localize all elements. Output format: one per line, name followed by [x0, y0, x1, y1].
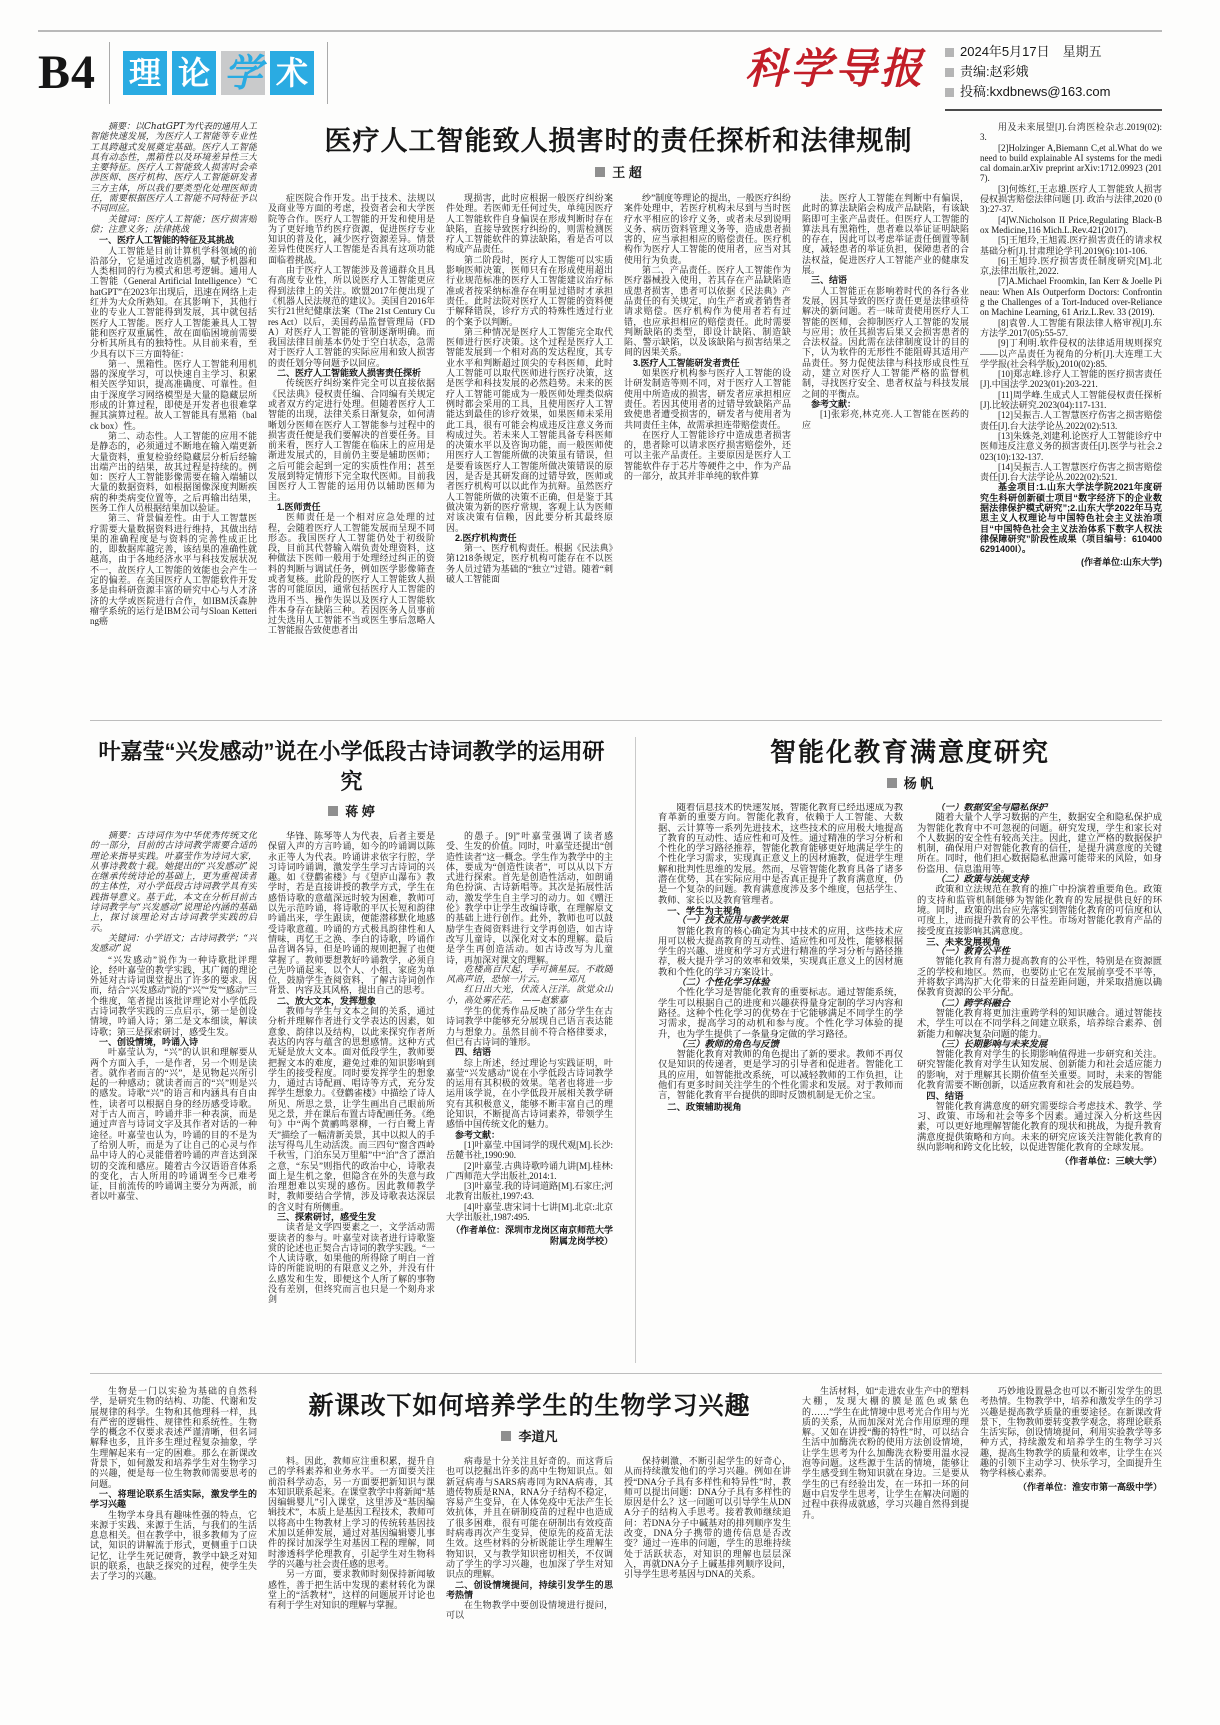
logo-char-shu: 术	[270, 51, 314, 95]
paragraph: 料。因此，教师应注重积累，提升自己的学科素养和业务水平。一方面要关注前沿科学动态，另一方面要把新知识与课本知识联系起来。在课堂教学中将新闻“基因编辑婴儿”引入课堂，这里涉及“基因编辑技术”，本质上是基因工程技术，教师可以将高中生物教材上学习的传统转基因技术加以延伸发展，通过对基因编辑婴儿事件的探讨加深学生对基因工程的理解，同时渗透科学伦理教育，引起学生对生物科学的兴趣与社会责任感的思考。	[268, 1456, 435, 1569]
article-4-body-columns	[268, 1456, 791, 1725]
submit-row	[945, 82, 1160, 102]
paragraph: 四、结语	[926, 1091, 964, 1102]
paragraph: 三、未来发展视角	[926, 936, 1001, 947]
paragraph: 智能化教育将更加注重跨学科的知识融合。通过智能技术，学生可以在不同学科之间建立联系，培养综合素养、创新能力和解决复杂问题的能力。	[917, 1008, 1162, 1040]
paragraph: 教师与学生与文本之间的关系，通过分析并理解作者进行文学表达的因素，如意象、韵律以及结构，以此来探究作者所表达的内容与蕴含的思想感情。这种方式无疑是放大文本。面对低段学生，教师要把握文本的难度，避免过难的知识影响到学生的接受程度。同时要发挥学生的想象力，通过古诗配画、唱诗等方式，充分发挥学生想象力。《登鹳雀楼》中描绘了诗人所见、所思之景，让学生画出自己眼前所见之景，并在课后布置古诗配画任务。《绝句》中“两个黄鹂鸣翠柳，一行白鹭上青天”描绘了一幅清新美景，其中以拟人的手法写得鸟儿生动活泼。而三四句“窗含西岭千秋雪，门泊东吴万里船”中“泊”含了漂泊之意，“东吴”则指代的政治中心，诗歌表面上是生机之象，但隐含在外的失意与政治理想难以实现的感伤。因此教师教学时，教师要结合学情，涉及诗歌表达深层的含义时有所侧重。	[268, 1006, 435, 1212]
article-biology-interest	[90, 1386, 1162, 1725]
paragraph: 第一、黑箱性。医疗人工智能利用机器的深度学习，可以快速自主学习、积累相关医学知识，提高准确度、可靠性。但由于深度学习网络模型是大量的隐藏层所形成的计算过程，即使是开发者也很难掌握其演算过程。故人工智能具有黑箱（balck box）性。	[90, 358, 257, 431]
article-1-title: 医疗人工智能致人损害时的责任探析和法律规制	[324, 126, 913, 156]
article-1-byline	[268, 162, 969, 181]
article-4-main	[268, 1386, 791, 1725]
article-smart-education	[658, 733, 1162, 1363]
paragraph: 摘要：古诗词作为中华优秀传统文化的一部分，目前的古诗词教学需要合适的理论来指导实践。叶嘉莹作为诗词大家，从事诗教数十载。她提出的“兴发感动”说在继承传统诗论的基础上，更为重视读者的主体性，对小学低段古诗词教学具有实践指导意义。基于此，本文在分析目前古诗词教学与“兴发感动”说理论内涵的基础上，探讨该理论对古诗词教学实践的启示。	[90, 831, 257, 934]
paragraph: （作者单位：三峡大学）	[1059, 1156, 1162, 1167]
article-1-author: 王 超	[612, 165, 642, 180]
article-3-byline	[658, 773, 1162, 792]
paragraph: 一、医疗人工智能的特征及其挑战	[99, 235, 235, 246]
vertical-article-divider	[635, 737, 636, 1363]
header-vertical-divider	[109, 42, 110, 104]
article-1-body-columns	[268, 193, 969, 709]
paragraph: 现损害，此时应根据一般医疗纠纷案件处理。若医师无任何过失，单纯因医疗人工智能软件自身偏误在形成判断时存在缺陷，直接导致医疗纠纷的，则需检测医疗人工智能软件的算法缺陷，看是否可以构成产品责任。	[446, 193, 613, 255]
paragraph: 二、创设情境提问，持续引发学生的思考热情	[446, 1579, 613, 1600]
paragraph: 智能化教育满意度的研究需要综合考虑技术、教学、学习、政策、市场和社会等多个因素。通过深入分析这些因素，可以更好地理解智能化教育的现状和挑战，为提升教育满意度提供策略和方向。未来的研究应该关注智能化教育的纵向影响和跨文化比较，以促进智能化教育的全球发展。	[917, 1101, 1162, 1153]
article-3-author: 杨 帆	[903, 776, 934, 791]
article-2-title: 叶嘉莹“兴发感动”说在小学低段古诗词教学的运用研究	[98, 739, 605, 794]
column	[90, 1386, 257, 1725]
paragraph: [11]周学峰.生成式人工智能侵权责任探析[J].比较法研究.2023(04):117-131.	[980, 389, 1162, 411]
paragraph: [4]叶嘉莹.唐宋词十七讲[M].北京:北京大学出版社,1987:495.	[446, 1201, 613, 1222]
paragraph: 在生物教学中要创设情境进行提问，可以	[446, 1600, 613, 1621]
paragraph: 智能化教育的核心确定为其中技术的应用，这些技术应用可以极大提高教育的互动性、适应性和可及性，能够根据学生的兴趣、进度和学习方式进行精准的学习分析与路径推荐，极大提升学习的效率和效果，实现真正意义上的因材施教和个性化的学习方案设计。	[658, 926, 903, 978]
paragraph: 参考文献：	[455, 1129, 501, 1140]
paragraph: 用及未来展望[J].台湾医检杂志.2019(02):3.	[980, 122, 1162, 143]
paragraph: （三）教师的角色与反馈	[676, 1038, 779, 1050]
paragraph: 危楼高百尺起，手可摘星辰。不敢随风高声语，恐惊一片云。 ——邓凡	[446, 964, 613, 986]
column	[446, 831, 613, 1363]
paragraph: [3]叶嘉莹.我的诗词道路[M].石家庄;河北教育出版社,1997:43.	[446, 1181, 613, 1202]
paragraph: 生物是一门以实验为基础的自然科学，是研究生物的结构、功能、代谢和发展规律的科学。生物和其他理科一样，具有严密的逻辑性、规律性和系统性。生物学的概念不仅要求表述严谨清晰，但名词解释也多，且许多生理过程复杂抽象，学生理解起来有一定的困难。那么在新课改背景下，如何激发和培养学生对生物学习的兴趣，便是每一位生物教师需要思考的问题。	[90, 1386, 257, 1489]
paragraph: 四、结语	[455, 1047, 492, 1058]
paragraph: 智能化教育有潜力提高教育的公平性，特别是在资源匮乏的学校和地区。然而，也要防止它在发展前享受不平等，并将数字鸿沟扩大化带来的日益差距问题，并采取措施以确保教育资源的公平分配。	[917, 957, 1162, 999]
paragraph: 医师责任是一个相对应急处理的过程，会随着医疗人工智能发展而呈现不同形态。我国医疗人工智能仍处于初级阶段，目前其代替输入端负责处理资料，这种做法下医师一般用于处理经过纠正的资料的判断与调试任务，例如医学影像筛查或者复核。此阶段的医疗人工智能致人损害的可能原因，通常包括医疗人工智能的选用不当、操作失误以及医疗人工智能软件本身存在缺陷三种。若因医务人员事前过失选用人工智能不当或医生事后忽略人工智能报告致使患者出	[268, 512, 435, 636]
article-medical-ai	[90, 122, 1162, 710]
paragraph: 参考文献：	[811, 398, 857, 409]
paragraph: 如果医疗机构参与医疗人工智能的设计研发制造等则不同，对于医疗人工智能使用中所造成的损害，研发者应承担相应责任。若因其使用者的过错导致缺陷产品致使患者遭受损害的，研发者与使用者为共同责任主体，故需承担连带赔偿责任。	[624, 368, 791, 430]
paragraph: 随着大量个人学习数据的产生，数据安全和隐私保护成为智能化教育中不可忽视的问题。研究发现，学生和家长对个人数据的安全性有较高关注。因此，建立严格的数据保护机制，确保用户对智能化教育的信任，是提升满意度的关键所在。同时，他们担心数据隐私泄露可能带来的风险，如身份盗用、信息滥用等。	[917, 813, 1162, 875]
bullet-square-icon	[945, 48, 954, 57]
paragraph: [1]张彩亮,林克亮.人工智能在医药的应	[802, 409, 969, 430]
editor-line: 责编:赵彩娥	[960, 64, 1029, 79]
paragraph: 政策和立法规范在教育的推广中扮演着重要角色。政策的支持和监管机制能够为智能化教育的发展提供良好的环境。同时，政策的出台应先落实到智能化教育的可信度和认可度上，进而提升教育的公平性。市场对智能化教育产品的接受度直接影响其满意度。	[917, 885, 1162, 937]
paragraph: 随着信息技术的快速发展，智能化教育已经迅速成为教育革新的重要方向。智能化教育，依赖于人工智能、大数据、云计算等一系列先进技术，这些技术的应用极大地提高了教育的互动性、适应性和可及性。通过精准的学习分析和个性化的学习路径推荐，智能化教育能够更好地满足学生的个性化学习需求，实现真正意义上的因材施教，促进学生理解和批判性思维的发展。然而，尽管智能化教育具备了诸多潜在优势，其在实际应用中是否真正提升了教育满意度，仍是一个复杂的问题。教育满意度涉及多个维度，包括学生、教师、家长以及教育管理者。	[658, 803, 903, 906]
paragraph: [5]王旭玲,王旭霞.医疗损害责任的请求权基础分析[J].甘肃理论学刊.2019(6):101-106.	[980, 235, 1162, 256]
paragraph: 传统医疗纠纷案件完全可以直接依据《民法典》侵权责任编、合同编有关规定或者双方约定进行处理。但随着医疗人工智能的出现，法律关系日渐复杂，如何清晰划分医师在医疗人工智能参与过程中的损害责任便是我们要解决的首要任务。目前来看，医疗人工智能在临床上的应用是渐进发展式的，目前仍主要是辅助医师；之后可能会起到一定的实质性作用；甚至发展到特定情形下完全取代医师。目前我国医疗人工智能的运用仍以辅助医师为主。	[268, 378, 435, 502]
logo-char-xue: 学	[221, 51, 265, 95]
column	[446, 193, 613, 709]
header-right	[745, 36, 1162, 111]
paragraph: 读者是文学四要素之一，文学活动需要读者的参与。叶嘉莹对读者进行诗歌鉴赏的论述也正契合古诗词的教学实践。“一个人读诗歌，如果他的所得除了明白一首诗的所能说明的有限意义之外，并没有什么感发和生发，即便这个人所了解的事物没有差别，但终究而言也只是一个刻舟求剑	[268, 1222, 435, 1305]
paragraph: 巧妙地设置悬念也可以不断引发学生的思考热情。生物教学中，培养和激发学生的学习兴趣是提高教学质量的重要途径。在新课改背景下，生物教师要转变教学观念，将理论联系生活实际，创设情境提问，利用实验教学等多种方式，持续激发和培养学生的生物学习兴趣，提高生物教学的质量和效率，让学生在兴趣的引领下主动学习、快乐学习，全面提升生物学科核心素养。	[980, 1386, 1162, 1479]
paragraph: 病毒是十分关注且好奇的。而这背后也可以挖掘出许多的高中生物知识点。如新冠病毒与SARS病毒同为RNA病毒，其遗传物质是RNA，RNA分子结构不稳定，容易产生变异，在人体免疫中无法产生长效抗体，并且在研制疫苗的过程中也造成了很多困难，很有可能在研制出有效疫苗时病毒再次产生变异，使原先的疫苗无法生效。这些材料的分析既能让学生理解生物知识，又与教学知识密切相关，不仅调动了学生的学习兴趣，也加深了学生对知识点的理解。	[446, 1456, 613, 1580]
header-left	[38, 36, 341, 104]
paragraph: [6]王旭玲.医疗损害责任制度研究[M].北京,法律出版社,2022.	[980, 255, 1162, 277]
paragraph: 症医院合作开发。出于技术、法规以及商业等方面的考虑，投资者会和大学医院等合作。医疗人工智能的开发和使用是为了更好地节约医疗资源，促进医疗专业知识的普及化，减少医疗资源差异。情景差异性使医疗人工智能是否具有这项功能面临着挑战。	[268, 193, 435, 265]
paragraph: 二、医疗人工智能致人损害责任探析	[277, 368, 422, 379]
paragraph: 第一、医疗机构责任。根据《民法典》第1218条规定，医疗机构可能存在不以医务人员过错为基础的“独立”过错。随着“刺破人工智能面	[446, 543, 613, 584]
editor-row	[945, 62, 1160, 82]
article-2-byline	[90, 801, 613, 820]
paragraph: 生活材料，如“走进农业生产中的塑料大棚，发现大棚的膜是蓝色或紫色的……”学生在此情境中思考光合作用与光质的关系，从而加深对光合作用原理的理解。又如在讲授“酶的特性”时，可以结合生活中加酶洗衣粉的使用方法创设情境，让学生思考为什么加酶洗衣粉要用温水浸泡等问题。这些源于生活的情境，能够让学生感受到生物知识就在身边。三是要从学生的已有经验出发，在一环扣一环的问题中启发学生思考，让学生在解决问题的过程中获得成就感，学习兴趣自然得到提升。	[802, 1386, 969, 1520]
paragraph: 在医疗人工智能诊疗中造成患者损害的，患者除可以请求医疗损害赔偿外，还可以主张产品责任。主要原因是医疗人工智能软件存于芯片等硬件之中，作为产品的一部分，故其并非单纯的软件算	[624, 429, 791, 482]
paragraph: （一）数据安全与隐私保护	[935, 803, 1048, 813]
paragraph: 二、放大文本，发挥想象	[277, 995, 377, 1006]
article-4-byline	[268, 1426, 791, 1445]
paragraph: 的愚子。[9]”叶嘉莹强调了读者感受、生发的价值。同时，叶嘉莹还提出“创造性读者”这一概念。学生作为教学中的主体，要成为“创造性读者”，可以从以下方式进行探索。首先是创造性活动，如朗诵角色扮演、古诗新唱等。其次是拓展性活动，激发学生自主学习的动力。如《赠汪伦》教学中让学生改编诗歌，在理解原文的基础上进行创作。此外，教师也可以鼓励学生查阅资料进行文学再创造，如古诗改写儿童诗，以深化对文本的理解。最后是学生再创造活动。如古诗改写为儿童诗，再加深对课文的理解。	[446, 831, 613, 965]
paragraph: [1]叶嘉莹.中国词学的现代观[M].长沙:岳麓书社,1990:90.	[446, 1139, 613, 1161]
logo-char-lun: 论	[172, 51, 216, 95]
article-1-main	[268, 122, 969, 710]
paragraph: [8]袁曾.人工智能有限法律人格审视[J].东方法学.2017(05):55-57.	[980, 317, 1162, 338]
paragraph: 法。医疗人工智能在判断中有偏误，此时的算法缺陷会构成产品缺陷，有该缺陷即可主张产品责任。但医疗人工智能的算法具有黑箱性，患者难以举证证明缺陷的存在，因此可以考虑举证责任倒置等制度，减轻患者的举证负担，保障患者的合法权益，促进医疗人工智能产业的健康发展。	[802, 193, 969, 276]
paragraph: 综上所述，经过理论与实践证明，叶嘉莹“兴发感动”说在小学低段古诗词教学的运用有其积极的效果。笔者也将进一步运用该学说，在小学低段开展相关教学研究有其积极意义，能够不断丰富自己的理论知识，不断提高古诗词素养，带领学生感悟中国传统文化的魅力。	[446, 1057, 613, 1130]
article-poetry-teaching	[90, 733, 613, 1363]
article-1-abstract-column	[90, 122, 257, 710]
page-edition: B4	[38, 46, 97, 99]
paragraph: 一、学生为主视角	[667, 905, 742, 916]
column	[980, 1386, 1162, 1725]
paragraph: （二）个性化学习体验	[676, 977, 770, 989]
paragraph: （二）政策与法规支持	[935, 874, 1029, 886]
paragraph: “兴发感动”说作为一种诗歌批评理论，经叶嘉莹的教学实践，其广阔的理论外延对古诗词课堂提出了许多的要求。因而，结合“兴发感动”说的“兴”“发”“感动”三个维度，笔者提出该批评理论对小学低段古诗词教学实践的三点启示，第一是创设情境，吟诵入诗；第二是文本细读，解读诗歌；第三是探索研讨，感受生发。	[90, 954, 257, 1037]
article-4-author: 李道凡	[518, 1429, 558, 1444]
article-3-title: 智能化教育满意度研究	[769, 737, 1050, 767]
paragraph: 人工智能是目前计算机学科领域的前沿部分，它是通过改造机器，赋予机器和人类相同的行为模式和思考逻辑。通用人工智能（General Artificial Intelligence）“ChatGPT”在2023年出现后，迅速在网络上走红并为大众所熟知。在其影响下，其他行业的专业人工智能得到发展，其中就包括医疗人工智能。医疗人工智能兼具人工智能和医疗双重属性，故在面临困境前需要分析其所具有的独特性。从目前来看，至少具有以下三方面特征：	[90, 245, 257, 359]
section-divider	[90, 720, 1162, 721]
paragraph: 由于医疗人工智能涉及普通群众且具有高度专业性，所以说医疗人工智能更应得到法律上的关注。欧盟2017年便出现了《机器人民法规范的建议》。美国自2016年实行21世纪健康法案（The 21st Century Cures Act）以后，美国药品监督管理局（FDA）对医疗人工智能的管制逐渐明确。而我国法律目前基本仍处于空白状态，急需对于医疗人工智能的实际应用和致人损害的责任划分等问题予以回应。	[268, 265, 435, 368]
paragraph: [2]叶嘉莹.古典诗歌吟诵九讲[M].桂林:广西师范大学出版社,2014:1.	[446, 1160, 613, 1181]
paragraph: 2.医疗机构责任	[455, 532, 517, 543]
paragraph: [13]朱姝尧,刘建利.论医疗人工智能诊疗中医师违反注意义务的损害责任[J].医学与社会.2023(10):132-137.	[980, 430, 1162, 462]
paragraph: 智能化教育对学生的长期影响值得进一步研究和关注。研究智能化教育对学生认知发展、创新能力和社会适应能力的影响，对于理解其长期价值至关重要。同时，未来的智能化教育需要不断创新，以适应教育和社会的发展趋势。	[917, 1050, 1162, 1092]
column	[90, 831, 257, 1363]
column	[268, 831, 435, 1363]
paragraph: 3.医疗人工智能研发者责任	[633, 357, 740, 368]
paragraph: [10]郑志峰.诊疗人工智能的医疗损害责任[J].中国法学.2023(01):203-221.	[980, 369, 1162, 390]
masthead: 科学导报	[744, 44, 925, 93]
column	[268, 1456, 435, 1725]
paragraph: [7]A.Michael Froomkin, Ian Kerr & Joelle Pineau: When AIs Outperform Doctors: Confronting the Challenges of a Tort-Induced over-Reliance on Machine Learning, 61 Ariz.L.Rev. 33 (2019).	[980, 276, 1162, 318]
paragraph: [14]吴振吉.人工智慧医疗伤害之损害赔偿责任[J].台大法学论丛.2022(02):521.	[980, 461, 1162, 483]
issue-date: 2024年5月17日 星期五	[960, 44, 1102, 59]
paragraph: 人工智能正在影响着时代的各行各业发展，因其导致的医疗责任更是法律亟待解决的新问题。若一味苛责使用医疗人工智能的医师，会抑制医疗人工智能的发展与应用；放任其损害后果又会损害患者的合法权益。因此需在法律制度设计的目的下，认为软件的无形性不能阻碍其适用产品责任。努力促使法律与科技形成良性互动，建立对医疗人工智能严格的监督机制，寻找医疗安全、患者权益与科技发展之间的平衡点。	[802, 285, 969, 399]
paragraph: 第二、产品责任。医疗人工智能作为医疗器械投入使用，若其存在产品缺陷造成患者损害，患者可以依据《民法典》产品责任的有关规定，向生产者或者销售者请求赔偿。医疗机构作为使用者若有过错，也应承担相应的赔偿责任。此时需要判断缺陷的类型，即设计缺陷、制造缺陷、警示缺陷，以及该缺陷与损害结果之间的因果关系。	[624, 265, 791, 358]
paragraph: （一）教育公平性	[935, 946, 1010, 958]
paragraph: 一、将理论联系生活实际，激发学生的学习兴趣	[90, 1488, 257, 1510]
article-2-author: 蒋 婷	[345, 804, 375, 819]
article-3-body-columns	[658, 803, 1162, 1331]
paragraph: 一、创设情境，吟诵入诗	[99, 1036, 199, 1047]
paragraph: 关键词：小学语文；古诗词教学；“兴发感动”说	[90, 933, 257, 955]
paragraph: 摘要：以ChatGPT为代表的通用人工智能快速发展，为医疗人工智能等专业性工具跨越式发展奠定基础。医疗人工智能具有动态性，黑箱性以及环境差异性三大主要特征。医疗人工智能致人损害时会牵涉医师、医疗机构、医疗人工智能研发者三方主体，所以我们要类型化处理医师责任，需要根据医疗人工智能不同特征予以不同回应。	[90, 122, 257, 215]
article-4-title: 新课改下如何培养学生的生物学习兴趣	[308, 1392, 751, 1420]
paragraph: [2]Holzinger A,Biemann C,et al.What do we need to build explainable AI systems for the medical domain.arXiv preprint arXiv:1712.09923 (2017).	[980, 142, 1162, 184]
bullet-square-icon	[945, 88, 954, 97]
paragraph: 学生的优秀作品反映了部分学生在古诗词教学中能够充分展现自己语言表达能力与想象力。虽然目前不符合格律要求，但已有古诗词的雏形。	[446, 1006, 613, 1047]
article-1-references-column	[980, 122, 1162, 710]
paragraph: [12]吴振吉.人工智慧医疗伤害之损害赔偿责任[J].台大法学论丛.2022(02):513.	[980, 410, 1162, 431]
middle-band	[90, 733, 1162, 1363]
paragraph: （二）跨学科融合	[935, 997, 1010, 1009]
article-2-body-columns	[90, 831, 613, 1363]
paragraph: （三）长期影响与未来发展	[935, 1038, 1048, 1050]
paragraph: 第三种情况是医疗人工智能完全取代医师进行医疗决策。这个过程是医疗人工智能发展到一个相对高的发达程度，其专业水平和判断超过顶尖的专科医师，此时人工智能可以取代医师进行医疗决策，这是医学和科技发展的必然趋势。未来的医疗人工智能可能成为一般医师处理类似病例时都会采用的工具，且使用医疗人工智能达到最佳的诊疗效果，如果医师未采用此工具，很有可能会构成违反注意义务而构成过失。若未来人工智能具备专科医师的决策水平以及咨询功能，而一般医师使用医疗人工智能所做的决策虽有错误，但是要看该医疗人工智能所做决策错误的原因，是否是其研发商的过错导致，医师或者医疗机构可以以此作为抗辩。虽然医疗人工智能所做的决策不正确，但是鉴于其做决策为新的医疗常规，客观上认为医师对该决策有信赖，因此要分析其最终原因。	[446, 326, 613, 533]
column	[446, 1456, 613, 1725]
paragraph: [9]丁利明.软件侵权的法律适用规则探究——以产品责任为视角的分析[J].大连理工大学学报(社会科学版),2010(02):85.	[980, 338, 1162, 369]
column	[624, 193, 791, 709]
byline-square-icon	[887, 778, 897, 788]
paragraph: 叶嘉莹认为，“兴”的认识和理解要从两个方面入手，一是作者，另一个则是读者。就作者而言的“兴”，是见物起兴所引起的一种感动；就读者而言的“兴”则是兴的感发。诗歌“兴”的语言和内涵具有自由性，读者可以根据自身的经历感受诗歌。对于古人而言，吟诵并非一种表演，而是通过声音与诗词文字及其作者对话的一种途径。叶嘉莹也认为，吟诵的目的不是为了给别人听，而是为了让自己的心灵与作品中诗人的心灵能借着吟诵的声音达到深切的交流和感应。随着古今汉语语音体系的变化，古人所用的吟诵调至今已难考证，目前流传的吟诵调主要分为两派，前者以叶嘉莹、	[90, 1047, 257, 1202]
logo-char-li: 理	[123, 51, 167, 95]
column	[658, 803, 903, 1331]
paragraph: 第二、动态性。人工智能的应用不能是静态的，必须通过不断地在输入端更新大量资料，重复检验经隐藏层分析后经输出端产出的结果，故其过程是持续的。例如：医疗人工智能影像需要在输入端辅以大量的数据资料，如根据图像深度判断疾病的种类病变位置等，之后再输出结果，医务工作人员根据结果加以验证。	[90, 430, 257, 513]
paragraph: 生物学本身具有趣味性强的特点，它来源于实践、来源于生活，与我们的生活息息相关。但在教学中，很多教师为了应试，知识的讲解流于形式，更侧重于口诀记忆，让学生死记硬背，教学中缺乏对知识的联系，也缺乏探究的过程，使学生失去了学习的兴趣。	[90, 1509, 257, 1582]
paragraph: 三、结语	[811, 275, 848, 286]
section-divider	[90, 1373, 1162, 1374]
paragraph: 1.医师责任	[277, 501, 321, 512]
page-header	[38, 36, 1162, 122]
column	[802, 193, 969, 709]
paragraph: 关键词：医疗人工智能；医疗损害赔偿；注意义务；法律挑战	[90, 214, 257, 235]
paragraph: 另一方面，要求教师时刻保持新闻敏感性，善于把生活中发现的素材转化为课堂上的“活教材”，这样的问题展开讨论也有利于学生对知识的理解与掌握。	[268, 1569, 435, 1611]
paragraph: （一）技术应用与教学效果	[676, 915, 789, 927]
paragraph: （作者单位：淮安市第一高级中学）	[1017, 1481, 1162, 1492]
column	[802, 1386, 969, 1725]
byline-square-icon	[501, 1431, 511, 1441]
header-vertical-divider	[327, 42, 328, 104]
byline-square-icon	[328, 806, 338, 816]
issue-date-row	[945, 42, 1160, 62]
top-rule-divider	[38, 30, 1162, 32]
paragraph: 二、政策辅助视角	[667, 1101, 742, 1112]
column	[624, 1456, 791, 1725]
paragraph: 基金项目:1.山东大学法学院2021年度研究生科研创新硕士项目“数字经济下的企业数据法律保护模式研究”;2.山东大学2022年马克思主义人权理论与中国特色社会主义法治项目“中国特色社会主义法治体系下数字人权法律保障研究”阶段性成果（项目编号：6104006291400l）。	[980, 482, 1162, 555]
submit-email-line: 投稿:kxdbnews@163.com	[960, 84, 1111, 99]
paragraph: [3]何炼红,王志雄.医疗人工智能致人损害侵权损害赔偿法律问题 [J]. 政治与法律,2020 (03):27-37.	[980, 183, 1162, 215]
paragraph: 红日出大光，伏流入汪洋。欲觉众山小，高处雾茫茫。 ——赵紫嘉	[446, 985, 613, 1006]
paragraph: 保持刺激，不断引起学生的好奇心，从而持续激发他们的学习兴趣。例如在讲授“DNA分子具有多样性和特异性”时，教师可以提出问题：DNA分子具有多样性的原因是什么？这一问题可以引导学生从DNA分子的结构入手思考。接着教师继续追问：若DNA分子中碱基对的排列顺序发生改变，DNA分子携带的遗传信息是否改变？通过一连串的问题，学生的思维持续处于活跃状态，对知识的理解也层层深入，再就DNA分子上碱基排列顺序设问，引导学生思考基因与DNA的关系。	[624, 1456, 791, 1580]
paragraph: 第二阶段时，医疗人工智能可以实质影响医师决策，医师只有在形成使用超出行业规范标准的医疗人工智能建议治疗标准或者按采纳标准存在明显过错时才承担责任。此时法院对医疗人工智能的资料便于解释错误，诊疗方式的特殊性透过行业的个案予以判断。	[446, 254, 613, 327]
column	[268, 193, 435, 709]
paragraph: （作者单位：深圳市龙岗区南京师范大学附属龙岗学校）	[450, 1225, 613, 1246]
paragraph: 第三、背景偏差性。由于人工智慧医疗需要大量数据资料进行维持，其做出结果的准确程度是与资料的完善性成正比的，即数据库越完善，该结果的准确性就越高，由于各地经济水平与科技发展状况不一，故医疗人工智能的效能也会产生一定的偏差。在美国医疗人工智能软件开发多是由科研资源丰富的研究中心与人才济济的大学或医院进行合作，如IBM沃森肿瘤学系统的运行是IBM公司与Sloan Kettering癌	[90, 513, 257, 627]
paragraph: 三、探索研讨，感受生发	[277, 1211, 377, 1222]
paragraph: 纱”制度等理论的提出，一般医疗纠纷案件处理中，若医疗机构未尽到与当时医疗水平相应的诊疗义务，或者未尽到说明义务、病历资料管理义务等，造成患者损害的，应当承担相应的赔偿责任。医疗机构作为医疗人工智能的使用者，应当对其使用行为负责。	[624, 193, 791, 265]
paragraph: [4]W.Nicholson II Price,Regulating Black-Box Medicine,116 Mich.L.Rev.421(2017).	[980, 214, 1162, 235]
bullet-square-icon	[945, 68, 954, 77]
column	[917, 803, 1162, 1331]
issue-info	[945, 40, 1162, 111]
section-logo	[123, 51, 314, 95]
paragraph: 智能化教育对教师的角色提出了新的要求。教师不再仅仅是知识的传递者，更是学习的引导者和促进者。智能化工具的应用，如智能批改系统，可以减轻教师的工作负担，让他们有更多时间关注学生的个性化需求和发展。对于教师而言，智能化教育平台提供的即时反馈机制是无价之宝。	[658, 1050, 903, 1102]
byline-square-icon	[595, 167, 605, 177]
paragraph: (作者单位:山东大学)	[1081, 557, 1162, 568]
paragraph: 华锋、陈琴等人为代表，后者主要是保留入声的方言吟诵，如今的吟诵调以陈永正等人为代表。吟诵讲求依字行腔，学习诗词吟诵调，激发学生学习古诗词的兴趣。如《登鹳雀楼》与《望庐山瀑布》教学时，若是直接讲授的教学方式，学生在感悟诗歌的意蕴深远时较为困难，教师可以先示范吟诵，将诗歌的平仄长短和韵律吟诵出来，学生跟读，便能潜移默化地感受诗歌意蕴。吟诵的方式极具韵律性和人情味，再忆王之涣、李白的诗歌，吟诵作品音调各异，但是吟诵的规则把握了也便掌握了。教师要想教好吟诵教学，必须自己先吟诵起来，以个人、小组、家庭为单位，鼓励学生查阅资料，了解古诗词创作背景、内容及其风格，提出自己的思考。	[268, 831, 435, 996]
page-content	[90, 122, 1162, 1725]
paragraph: 个性化学习是智能化教育的重要标志。通过智能系统，学生可以根据自己的进度和兴趣获得量身定制的学习内容和路径。这种个性化学习的优势在于它能够满足不同学生的学习需求，提高学习的动机和参与度。个性化学习体验的提升，也为学生提供了一条量身定做的学习路径。	[658, 988, 903, 1040]
